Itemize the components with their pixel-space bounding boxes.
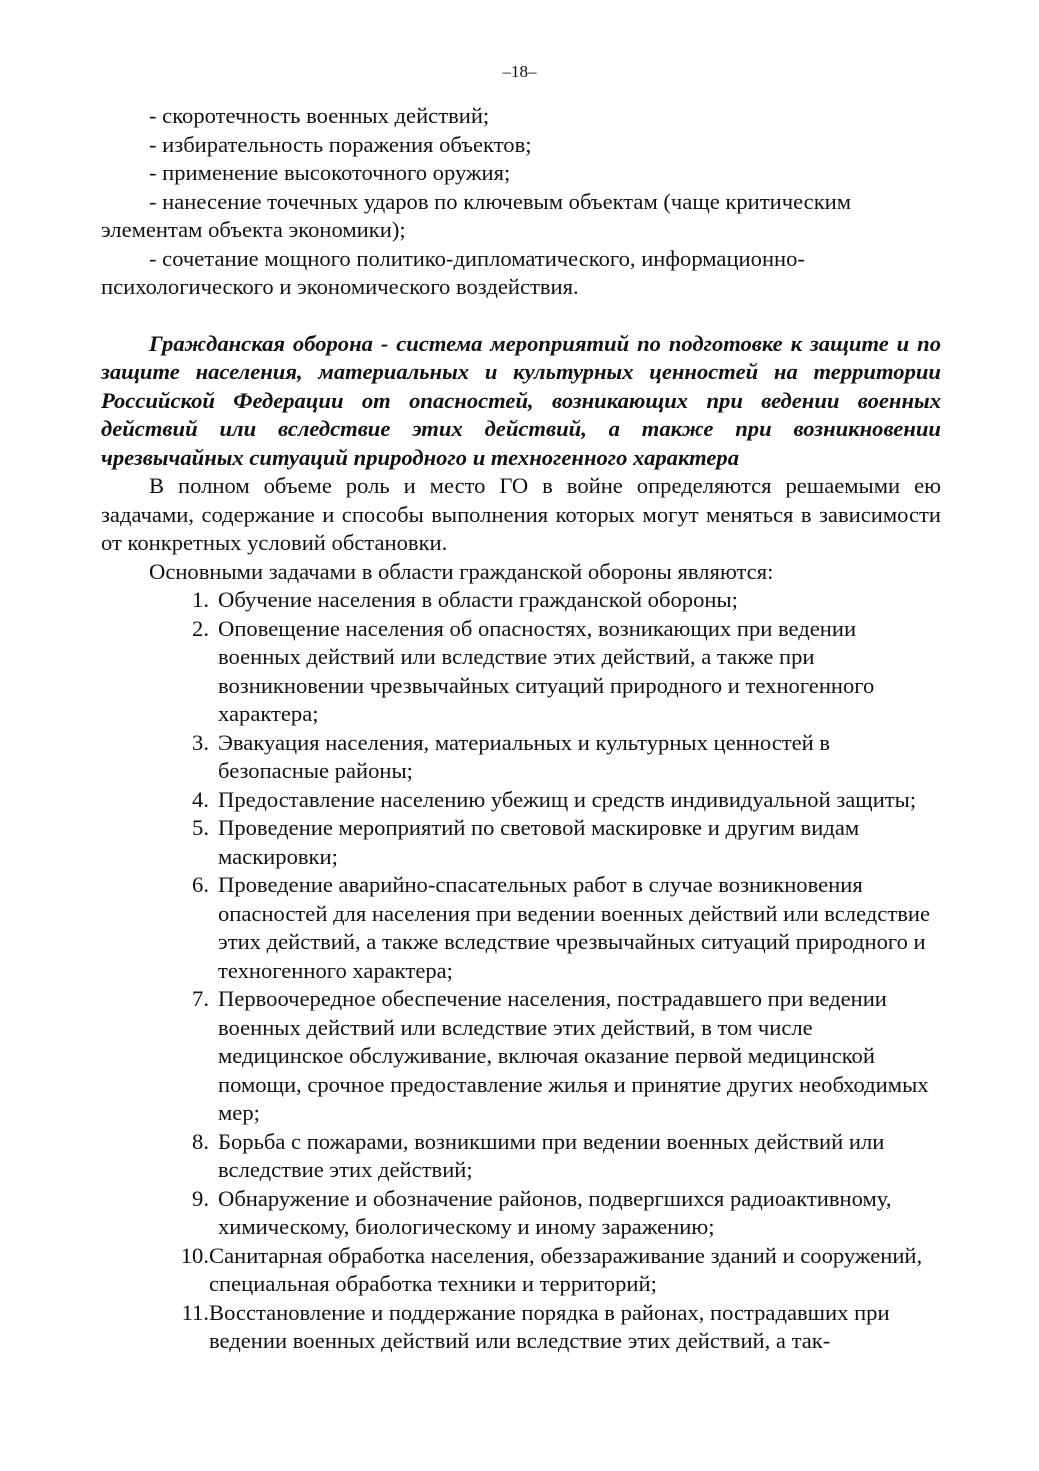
list-text: Проведение мероприятий по световой маскировке и другим видам маскировки;: [218, 815, 860, 869]
bullet-item: - нанесение точечных ударов по ключевым объектам (чаще критическим элементам объекта экономики);: [101, 188, 852, 242]
page-body: [101, 102, 941, 1356]
paragraph-role: В полном объеме роль и место ГО в войне определяются решаемыми ею задачами, содержание и способы выполнения которых могут меняться в зависимости от конкретных условий обстановки.: [101, 473, 941, 555]
list-item: [101, 1242, 941, 1299]
civil-defense-definition: Гражданская оборона - система мероприятий по подготовке к защите и по защите населения, материальных и культурных ценностей на территории Российской Федерации от опасностей, возникающих при ведении военных действий или вследствие этих действий, а также при возникновении чрезвычайных ситуаций природного и техногенного характера: [101, 330, 941, 470]
list-number: 1.: [192, 587, 209, 612]
list-text: Обнаружение и обозначение районов, подвергшихся радиоактивному, химическому, биологическому и иному заражению;: [218, 1185, 892, 1239]
list-text: Проведение аварийно-спасательных работ в случае возникновения опасностей для населения при ведении военных действий или вследствие этих действий, а также вследствие чрезвычайных ситуаций природного и техногенного характера;: [218, 872, 930, 983]
tasks-list: [101, 586, 941, 1356]
list-number: 5.: [192, 815, 209, 840]
list-number: 8.: [192, 1128, 209, 1154]
list-text: Предоставление населению убежищ и средств индивидуальной защиты;: [218, 786, 917, 812]
list-number: 2.: [192, 615, 209, 641]
tasks-intro: Основными задачами в области гражданской обороны являются:: [149, 558, 774, 584]
list-text: Эвакуация населения, материальных и культурных ценностей в безопасные районы;: [218, 729, 831, 783]
list-number: 6.: [192, 872, 209, 897]
list-item: [101, 985, 941, 1128]
list-item: [101, 729, 941, 786]
list-number: 4.: [192, 786, 209, 812]
list-item: [101, 814, 941, 871]
list-number: 11.: [181, 1299, 209, 1325]
list-item: [101, 786, 941, 815]
list-text: Обучение населения в области гражданской обороны;: [218, 587, 738, 612]
list-item: [101, 615, 941, 729]
list-number: 3.: [192, 729, 209, 755]
list-number: 10.: [180, 1242, 209, 1268]
bullet-item: - сочетание мощного политико-дипломатического, информационно-психологического и экономического воздействия.: [101, 245, 805, 299]
list-text: Оповещение населения об опасностях, возникающих при ведении военных действий или вследствие этих действий, а также при возникновении чрезвычайных ситуаций природного и техногенного характера;: [218, 615, 875, 726]
list-item: [101, 871, 941, 985]
list-number: 9.: [192, 1185, 209, 1211]
bullet-item: - применение высокоточного оружия;: [149, 160, 511, 185]
list-text: Борьба с пожарами, возникшими при ведении военных действий или вследствие этих действий;: [218, 1128, 885, 1182]
list-item: [101, 586, 941, 615]
list-text: Санитарная обработка населения, обеззараживание зданий и сооружений, специальная обработка техники и территорий;: [209, 1242, 923, 1296]
bullet-item: - избирательность поражения объектов;: [149, 131, 532, 157]
list-text: Первоочередное обеспечение населения, пострадавшего при ведении военных действий или вследствие этих действий, в том числе медицинское обслуживание, включая оказание первой медицинской помощи, срочное предоставление жилья и принятие других необходимых мер;: [218, 986, 929, 1125]
list-item: [101, 1299, 941, 1356]
page-number: –18–: [502, 62, 537, 81]
bullet-item: - скоротечность военных действий;: [149, 103, 490, 128]
list-item: [101, 1128, 941, 1185]
list-text: Восстановление и поддержание порядка в районах, пострадавших при ведении военных действий или вследствие этих действий, а так-: [209, 1299, 890, 1353]
list-number: 7.: [192, 986, 209, 1011]
list-item: [101, 1185, 941, 1242]
